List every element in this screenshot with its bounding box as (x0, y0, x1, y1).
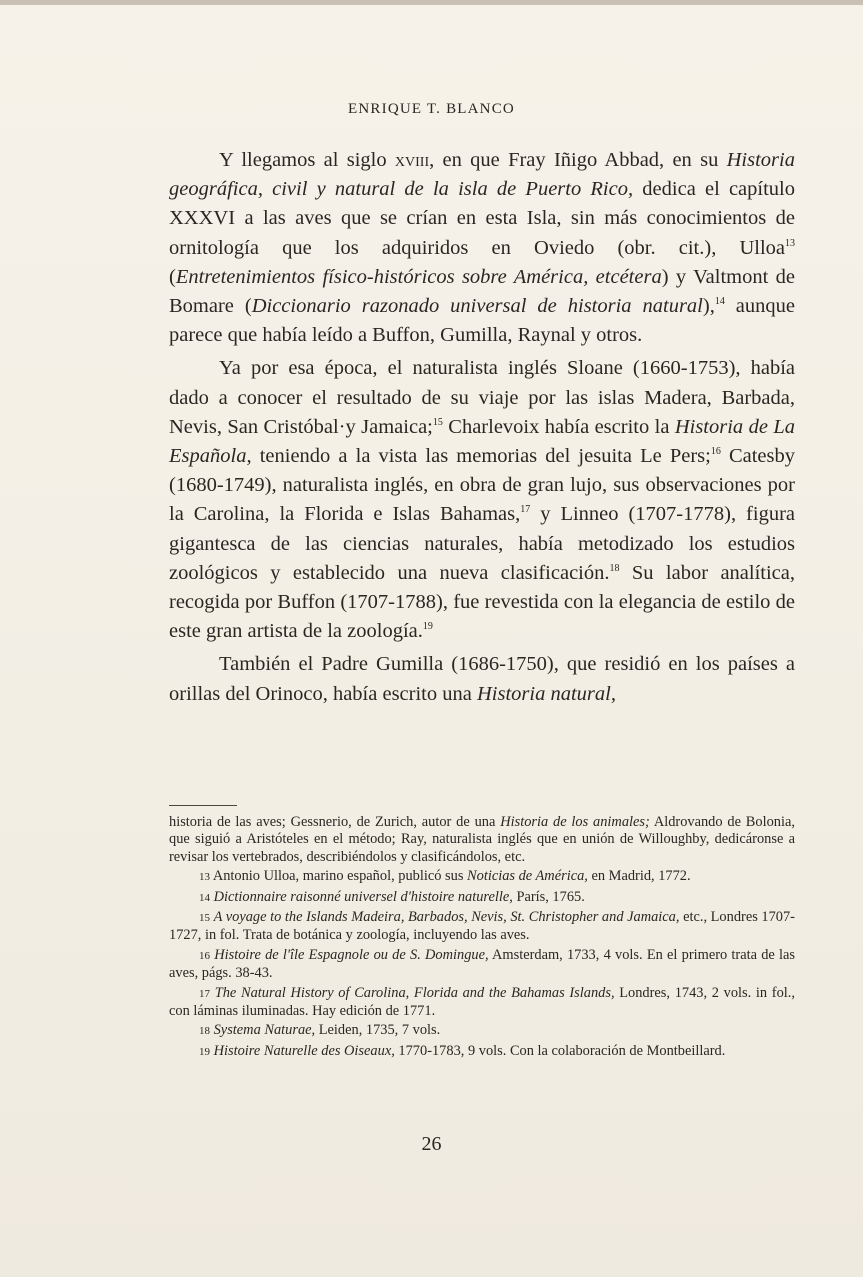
italic-text: Histoire de l'île Espagnole ou de S. Domingue, (214, 946, 489, 963)
footnote-number: 14 (199, 891, 210, 904)
italic-text: Systema Naturae, (213, 1022, 316, 1039)
paragraph (169, 650, 795, 708)
text-run: Amsterdam, 1733, 4 vols. En el primero trata de las aves, págs. 38-43. (169, 946, 795, 982)
footnote-rule (169, 805, 237, 806)
italic-text: Entretenimientos físico-históricos sobre América, etcétera (175, 265, 662, 288)
paragraph (169, 146, 795, 350)
text-run: Leiden, 1735, 7 vols. (315, 1022, 441, 1039)
footnote-ref: 19 (422, 621, 433, 633)
footnote-ref: 14 (714, 296, 725, 308)
footnote-19 (169, 1043, 795, 1061)
italic-text: Diccionario razonado universal de historia natural (251, 295, 703, 318)
text-run: teniendo a la vista las memorias del jesuita Le Pers; (251, 445, 711, 468)
footnote-16 (169, 947, 795, 983)
text-run: historia de las aves; Gessnerio, de Zurich, autor de una (169, 814, 501, 830)
footnotes (169, 814, 795, 1061)
italic-text: Histoire Naturelle des Oiseaux, (213, 1042, 395, 1059)
footnote-ref: 17 (520, 504, 531, 516)
text-run: Charlevoix había escrito la (442, 415, 675, 438)
text-run: aunque parece que había leído a Buffon, Gumilla, Raynal y otros. (169, 295, 795, 347)
footnote-ref: 16 (710, 446, 721, 458)
footnote-ref: 13 (785, 237, 795, 249)
italic-text: Dictionnaire raisonné universel d'histoire naturelle, (213, 888, 513, 905)
italic-text: Noticias de América, (467, 868, 588, 885)
footnote-number: 16 (199, 949, 210, 962)
page-number: 26 (421, 1133, 442, 1155)
text-run: ), (702, 295, 715, 318)
italic-text: A voyage to the Islands Madeira, Barbados, Nevis, St. Christopher and Jamaica, (213, 909, 680, 926)
text-run: en Madrid, 1772. (587, 868, 691, 885)
text-run: dedica el capítulo XXXVI a las aves que se crían en esta Isla, sin más conocimientos de ornitología que los adquiridos en Oviedo (obr. cit.), Ulloa (169, 178, 795, 259)
footnote-17 (169, 985, 795, 1021)
text-run: Su labor analítica, recogida por Buffon (1707-1788), fue revestida con la elegancia de estilo de este gran artista de la zoología. (169, 561, 796, 643)
text-run: ) y Valtmont de Bomare ( (169, 265, 796, 318)
footnote-number: 15 (199, 912, 210, 925)
text-run: ( (169, 265, 176, 288)
text-run: y Linneo (1707-1778), figura gigantesca de las ciencias naturales, había metodizado los estudios zoológicos y establecido una nueva clasificación. (169, 503, 795, 584)
footnote-15 (169, 909, 795, 945)
italic-text: Historia geográfica, civil y natural de la isla de Puerto Rico, (169, 149, 795, 201)
footnote-13 (169, 868, 795, 886)
page-top-edge (0, 0, 863, 5)
footnote-number: 18 (199, 1025, 210, 1038)
text-run: Aldrovando de Bolonia, que siguió a Aristóteles en el método; Ray, naturalista inglés que en unión de Willoughby, dedicáronse a revisar los vertebrados, describiéndolos y clasificándolos, etc. (169, 814, 795, 865)
paragraph (169, 354, 795, 646)
text-run: Y llegamos al siglo (219, 149, 395, 171)
text-run: Antonio Ulloa, marino español, publicó sus (212, 868, 468, 885)
main-text (169, 146, 795, 709)
text-run: Ya por esa época, el naturalista inglés Sloane (1660-1753), había dado a conocer el resultado de su viaje por las islas Madera, Barbada, Nevis, San Cristóbal·y Jamaica; (169, 357, 795, 438)
footnote-18 (169, 1022, 795, 1040)
text-run: 1770-1783, 9 vols. Con la colaboración de Montbeillard. (394, 1042, 726, 1059)
footnote-number: 17 (199, 987, 210, 1000)
italic-text: Historia de La Española, (169, 415, 795, 468)
footnote-continuation (169, 814, 795, 866)
footnote-list (169, 868, 795, 1061)
text-run: Londres, 1743, 2 vols. in fol., con láminas iluminadas. Hay edición de 1771. (169, 984, 795, 1020)
text-run: , en que Fray Iñigo Abbad, en su (429, 149, 727, 171)
footnote-number: 13 (199, 871, 210, 884)
text-run: También el Padre Gumilla (1686-1750), que residió en los países a orillas del Orinoco, había escrito una (169, 653, 795, 705)
footnote-ref: 18 (609, 562, 620, 574)
text-run: Catesby (1680-1749), naturalista inglés, en obra de gran lujo, sus observaciones por la Carolina, la Florida e Islas Bahamas, (169, 445, 795, 526)
running-head: ENRIQUE T. BLANCO (348, 101, 515, 117)
text-run: París, 1765. (512, 888, 585, 905)
italic-text: Historia de los animales; (500, 814, 650, 830)
footnote-14 (169, 889, 795, 907)
italic-text: Historia natural, (476, 682, 616, 705)
footnote-ref: 15 (432, 416, 443, 428)
text-run: etc., Londres 1707-1727, in fol. Trata de botánica y zoología, incluyendo las aves. (169, 909, 795, 944)
footnote-number: 19 (199, 1045, 210, 1058)
italic-text: The Natural History of Carolina, Florida and the Bahamas Islands, (214, 984, 615, 1001)
small-caps-text: xviii (394, 149, 430, 171)
